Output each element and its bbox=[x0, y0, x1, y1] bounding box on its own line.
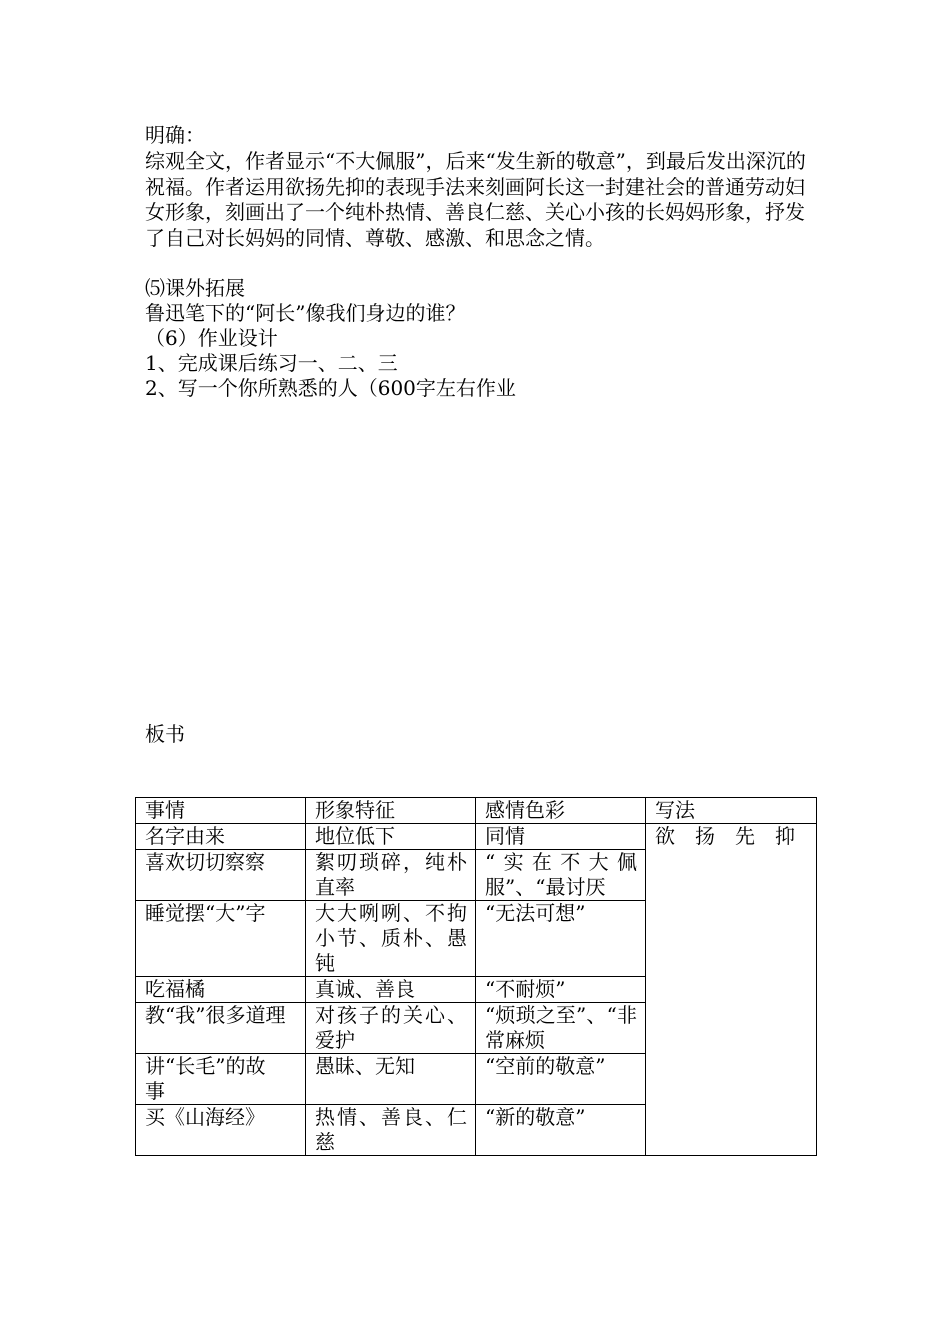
header-cell-event: 事情 bbox=[136, 798, 306, 824]
emotion-cell: “新的敬意” bbox=[476, 1105, 646, 1156]
image-cell: 热情、善良、仁慈 bbox=[306, 1105, 476, 1156]
emotion-cell: “不耐烦” bbox=[476, 977, 646, 1003]
image-cell: 地位低下 bbox=[306, 824, 476, 850]
header-cell-image: 形象特征 bbox=[306, 798, 476, 824]
image-cell: 絮叨琐碎，纯朴直率 bbox=[306, 850, 476, 901]
paragraph-clarify: 明确： bbox=[145, 123, 205, 147]
event-cell: 买《山海经》 bbox=[136, 1105, 306, 1156]
image-cell: 对孩子的关心、爱护 bbox=[306, 1003, 476, 1054]
image-cell: 大大咧咧、不拘小节、质朴、愚钝 bbox=[306, 901, 476, 977]
table-header-row bbox=[136, 798, 817, 824]
event-cell: 名字由来 bbox=[136, 824, 306, 850]
emotion-cell: “烦琐之至”、“非常麻烦 bbox=[476, 1003, 646, 1054]
event-cell: 讲“长毛”的故 事 bbox=[136, 1054, 306, 1105]
emotion-cell: “空前的敬意” bbox=[476, 1054, 646, 1105]
board-title: 板书 bbox=[145, 722, 185, 746]
paragraph-homework-item-2: 2、写一个你所熟悉的人（600字左右作业 bbox=[145, 376, 516, 400]
paragraph-homework-item-1: 1、完成课后练习一、二、三 bbox=[145, 351, 398, 375]
emotion-cell: 同情 bbox=[476, 824, 646, 850]
header-cell-emotion: 感情色彩 bbox=[476, 798, 646, 824]
image-cell: 真诚、善良 bbox=[306, 977, 476, 1003]
method-cell: 欲 扬 先 抑 bbox=[646, 824, 817, 1156]
event-cell: 吃福橘 bbox=[136, 977, 306, 1003]
image-cell: 愚昧、无知 bbox=[306, 1054, 476, 1105]
table-row bbox=[136, 824, 817, 850]
paragraph-extension-question: 鲁迅笔下的“阿长”像我们身边的谁？ bbox=[145, 301, 466, 325]
board-table bbox=[135, 797, 817, 1156]
paragraph-homework-heading: （6）作业设计 bbox=[145, 326, 278, 350]
event-cell: 喜欢切切察察 bbox=[136, 850, 306, 901]
paragraph-summary: 综观全文，作者显示“不大佩服”，后来“发生新的敬意”，到最后发出深沉的祝福。作者运用欲扬先抑的表现手法来刻画阿长这一封建社会的普通劳动妇女形象，刻画出了一个纯朴热情、善良仁慈、关心小孩的长妈妈形象，抒发了自己对长妈妈的同情、尊敬、感激、和思念之情。 bbox=[145, 149, 806, 250]
emotion-cell: “无法可想” bbox=[476, 901, 646, 977]
header-cell-method: 写法 bbox=[646, 798, 817, 824]
paragraph-extension-heading: ⑸课外拓展 bbox=[145, 276, 245, 300]
emotion-cell: “实在不大佩服”、“最讨厌 bbox=[476, 850, 646, 901]
event-cell: 教“我”很多道理 bbox=[136, 1003, 306, 1054]
event-cell: 睡觉摆“大”字 bbox=[136, 901, 306, 977]
